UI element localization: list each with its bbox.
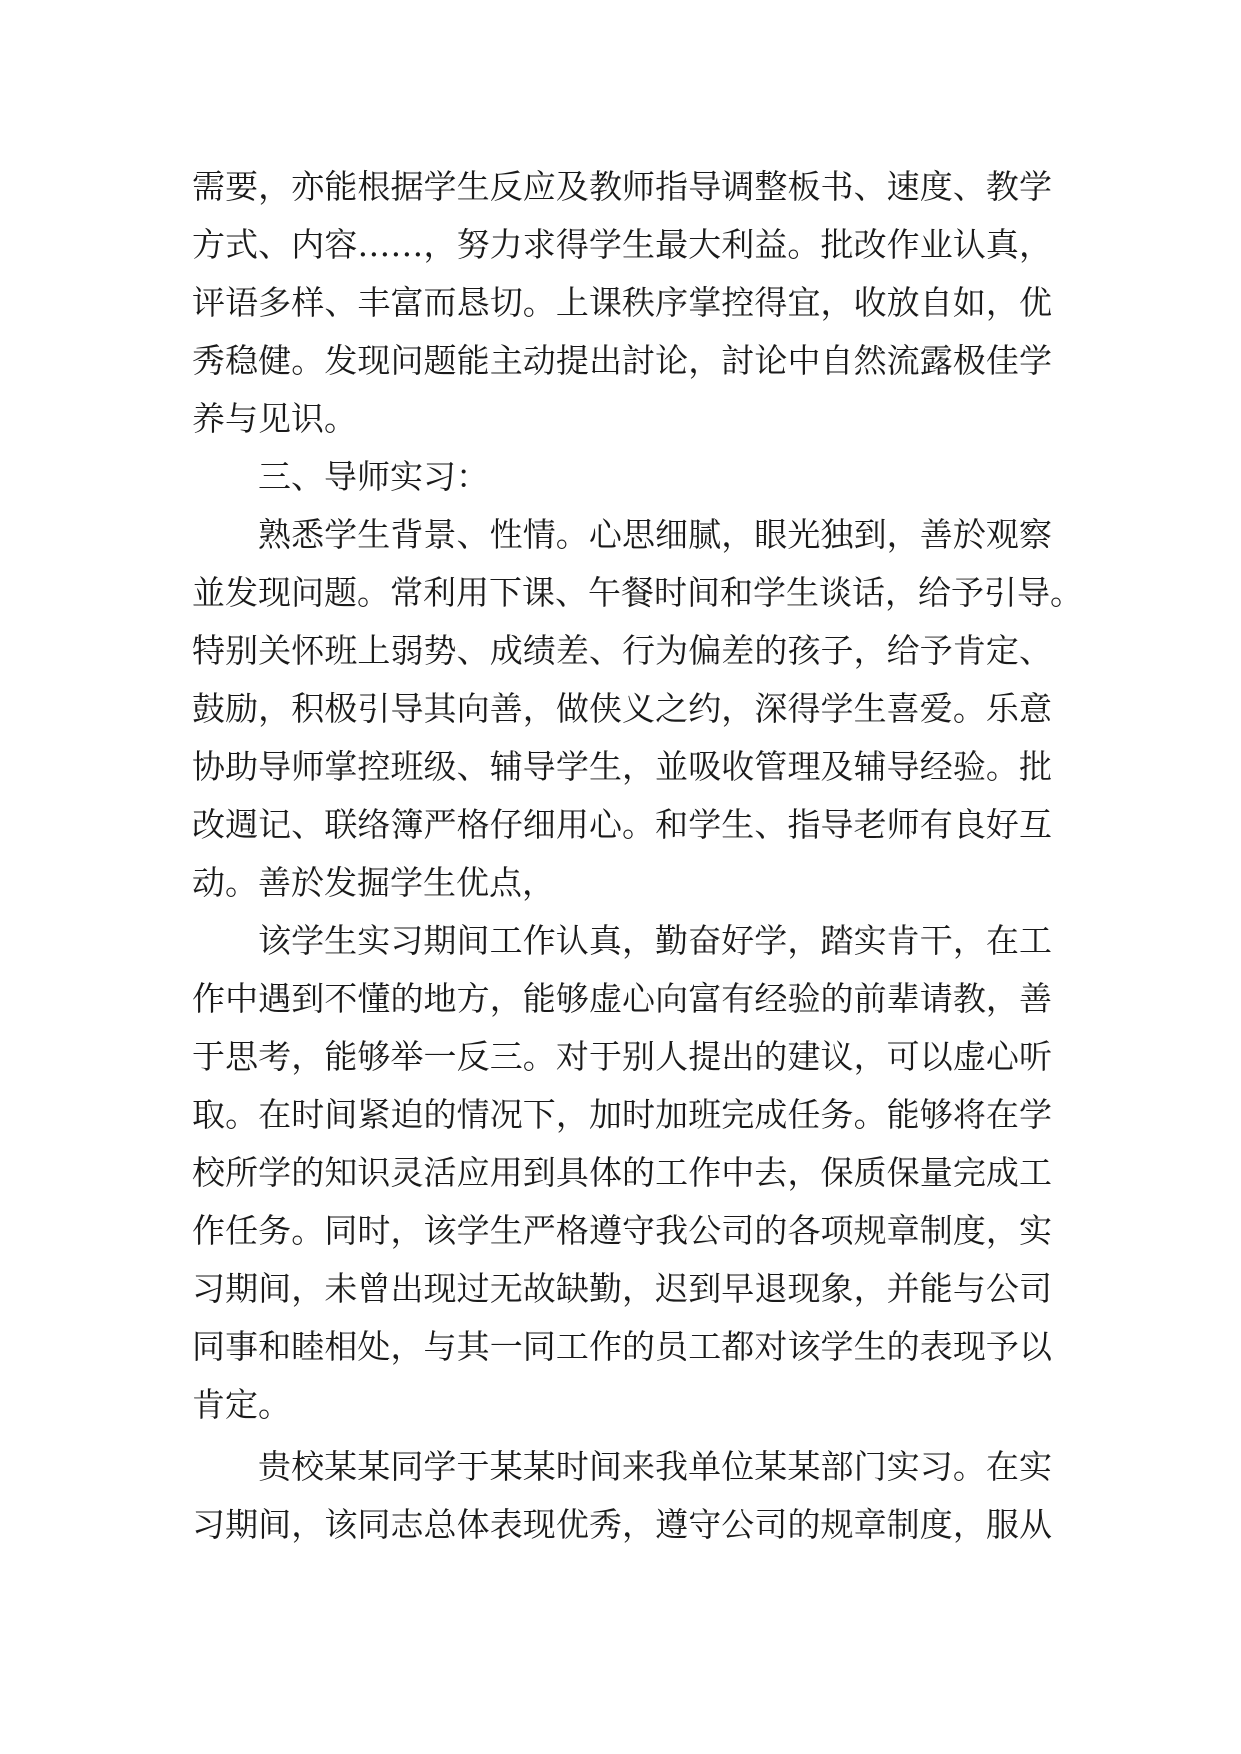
text-line: 于思考，能够举一反三。对于别人提出的建议，可以虚心听 — [192, 1037, 1052, 1076]
paragraph-p5 — [192, 1438, 1052, 1554]
text-line: 肯定。 — [192, 1385, 291, 1424]
paragraph-p2-heading — [192, 448, 1052, 506]
paragraph-p1 — [192, 158, 1052, 448]
text-line: 同事和睦相处，与其一同工作的员工都对该学生的表现予以 — [192, 1327, 1052, 1366]
section-heading: 三、导师实习： — [258, 457, 489, 496]
text-line: 需要，亦能根据学生反应及教师指导调整板书、速度、教学 — [192, 167, 1052, 206]
text-line: 作任务。同时，该学生严格遵守我公司的各项规章制度，实 — [192, 1211, 1052, 1250]
text-line: 方式、内容……，努力求得学生最大利益。批改作业认真， — [192, 225, 1052, 264]
text-line: 养与见识。 — [192, 399, 357, 438]
text-line: 校所学的知识灵活应用到具体的工作中去，保质保量完成工 — [192, 1153, 1052, 1192]
text-line: 该学生实习期间工作认真，勤奋好学，踏实肯干，在工 — [258, 921, 1052, 960]
text-line: 动。善於发掘学生优点， — [192, 863, 555, 902]
paragraph-p3 — [192, 506, 1083, 912]
text-line: 秀稳健。发现问题能主动提出討论，討论中自然流露极佳学 — [192, 341, 1052, 380]
text-line: 协助导师掌控班级、辅导学生，並吸收管理及辅导经验。批 — [192, 747, 1052, 786]
text-line: 取。在时间紧迫的情况下，加时加班完成任务。能够将在学 — [192, 1095, 1052, 1134]
text-line: 评语多样、丰富而恳切。上课秩序掌控得宜，收放自如，优 — [192, 283, 1052, 322]
text-line: 鼓励，积极引导其向善，做侠义之约，深得学生喜爱。乐意 — [192, 689, 1052, 728]
text-line: 改週记、联络簿严格仔细用心。和学生、指导老师有良好互 — [192, 805, 1052, 844]
text-line: 作中遇到不懂的地方，能够虚心向富有经验的前辈请教，善 — [192, 979, 1052, 1018]
text-line: 贵校某某同学于某某时间来我单位某某部门实习。在实 — [258, 1447, 1052, 1486]
paragraph-p4 — [192, 912, 1052, 1434]
text-line: 特别关怀班上弱势、成绩差、行为偏差的孩子，给予肯定、 — [192, 631, 1052, 670]
text-line: 並发现问题。常利用下课、午餐时间和学生谈话，给予引导。 — [192, 573, 1083, 612]
document-page — [192, 158, 1083, 1554]
text-line: 熟悉学生背景、性情。心思细腻，眼光独到，善於观察 — [258, 515, 1052, 554]
text-line: 习期间，该同志总体表现优秀，遵守公司的规章制度，服从 — [192, 1505, 1052, 1544]
text-line: 习期间，未曾出现过无故缺勤，迟到早退现象，并能与公司 — [192, 1269, 1052, 1308]
